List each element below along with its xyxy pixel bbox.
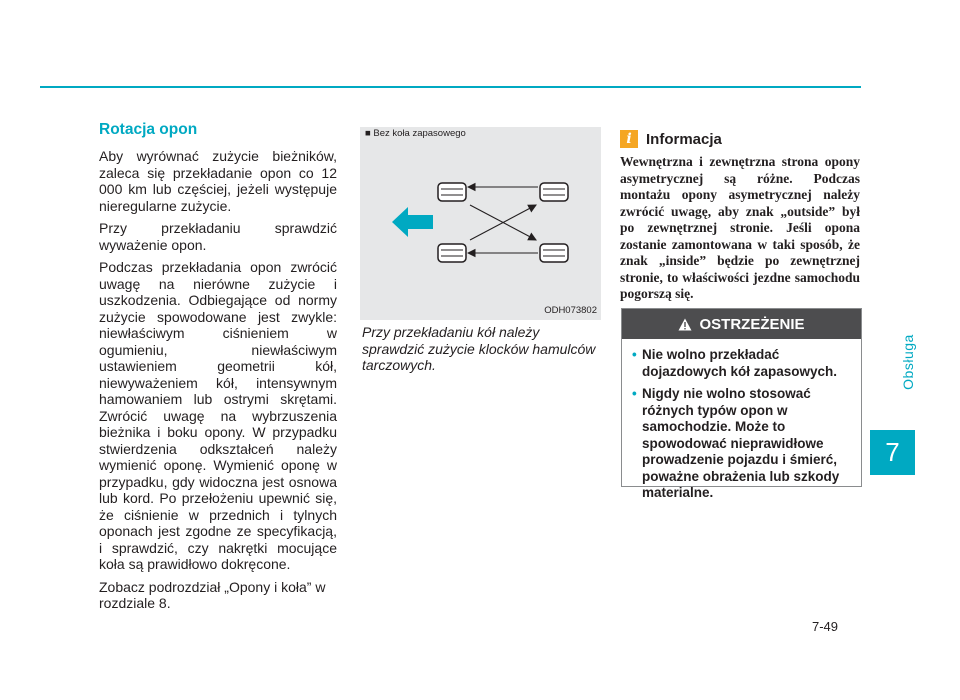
section-title: Rotacja opon bbox=[99, 121, 198, 138]
warning-box bbox=[621, 308, 862, 500]
warning-heading: OSTRZEŻENIE bbox=[699, 315, 805, 333]
list-item bbox=[632, 347, 853, 380]
list-item bbox=[632, 386, 853, 502]
paragraph-inspection: Podczas przekładania opon zwrócić uwagę na nierówne zużycie i uszkodzenia. Odbiegające od normy zużycie spowodowane jest zwykle: niewłaściwym ciśnieniem w ogumieniu, niewłaściwym ustawieniem geometrii kół, niewyważeniem kół, intensywnym hamowaniem lub ostrymi skrętami. Zwrócić uwagę na wybrzuszenia bieżnika i boku opony. W przypadku stwierdzenia odkształceń należy wymienić oponę. Wymienić oponę w przypadku, gdy widoczna jest osnowa lub kord. Po przełożeniu upewnić się, że ciśnienie w przednich i tylnych oponach jest zgodne ze specyfikacją, i sprawdzić, czy nakrętki mocujące koła są prawidłowo dokręcone. bbox=[99, 259, 337, 572]
chapter-number-tab: 7 bbox=[870, 430, 915, 475]
tire-rotation-figure bbox=[360, 127, 601, 320]
figure-code: ODH073802 bbox=[544, 305, 597, 316]
warning-header bbox=[622, 309, 861, 339]
figure-caption: Przy przekładaniu kół należy sprawdzić zużycie klocków hamulców tarczowych. bbox=[362, 324, 596, 373]
paragraph-intro: Aby wyrównać zużycie bieżników, zaleca się przekładanie opon co 12 000 km lub częściej, jeżeli występuje nieregularne zużycie. bbox=[99, 148, 337, 214]
bullet-icon: • bbox=[632, 386, 637, 401]
bullet-icon: • bbox=[632, 347, 637, 362]
warning-item-text: Nie wolno przekładać dojazdowych kół zapasowych. bbox=[642, 347, 838, 379]
chapter-side-label: Obsługa bbox=[900, 334, 916, 390]
rotation-arrow-icon bbox=[468, 187, 538, 253]
info-icon: i bbox=[620, 130, 638, 148]
page-number: 7-49 bbox=[812, 619, 839, 634]
info-heading: Informacja bbox=[646, 131, 722, 148]
left-column bbox=[99, 121, 337, 618]
warning-item-text: Nigdy nie wolno stosować różnych typów opon w samochodzie. Może to spowodować nieprawidłowe prowadzenie pojazdu i śmierć, poważne obrażenia lub szkody materialne. bbox=[642, 386, 840, 500]
warning-list bbox=[622, 347, 861, 502]
paragraph-balance: Przy przekładaniu sprawdzić wyważenie opon. bbox=[99, 220, 337, 253]
info-body: Wewnętrzna i zewnętrzna strona opony asymetrycznej są różne. Podczas montażu opony asymetrycznej należy zwrócić uwagę, aby znak „outside” był po zewnętrznej stronie. Jeśli opona zostanie zamontowana w taki sposób, że znak „inside” będzie po zewnętrznej stronie, to właściwości jezdne samochodu pogorszą się. bbox=[620, 154, 860, 301]
figure-title: ■ Bez koła zapasowego bbox=[365, 128, 466, 139]
tire-rotation-diagram bbox=[360, 127, 601, 320]
paragraph-reference: Zobacz podrozdział „Opony i koła” w rozdziale 8. bbox=[99, 578, 326, 611]
front-arrow-icon bbox=[392, 207, 433, 237]
warning-triangle-icon bbox=[678, 318, 692, 331]
top-rule bbox=[40, 86, 861, 88]
